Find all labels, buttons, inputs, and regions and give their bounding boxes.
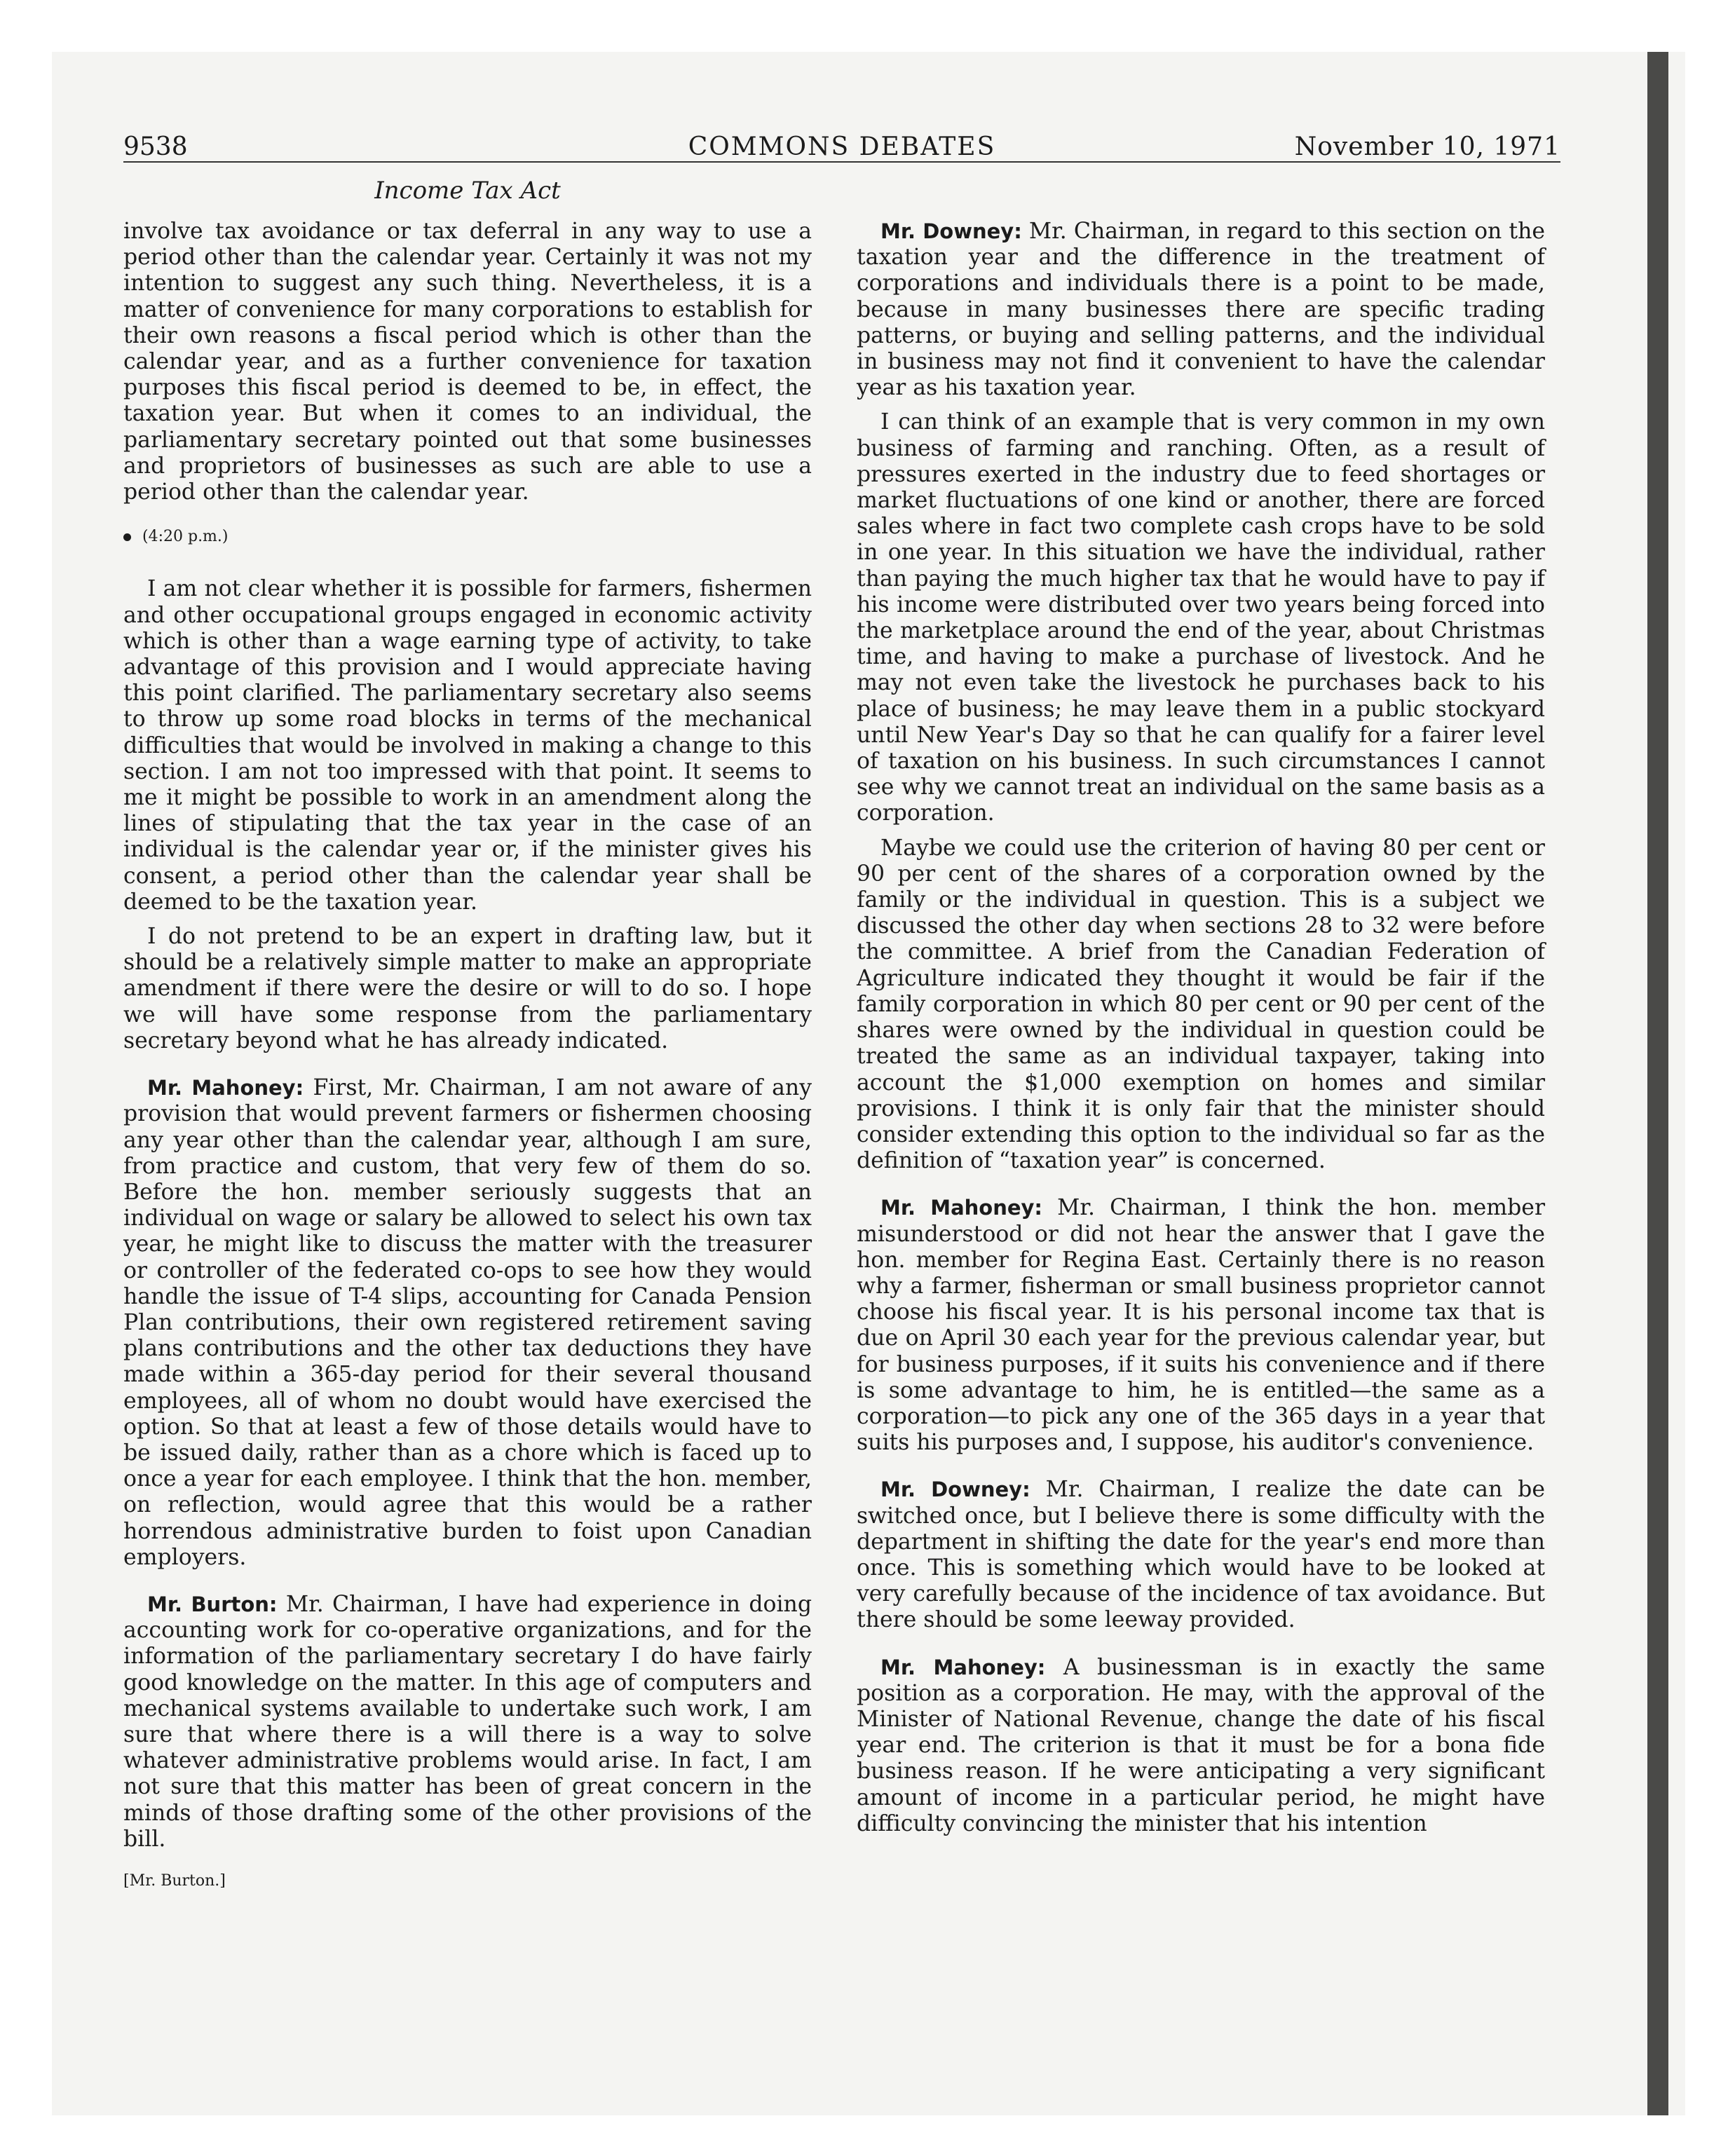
paragraph: Maybe we could use the criterion of having 80 per cent or 90 per cent of the shares of a corporation owned by the family or the individual in question. This is a subject we discussed the other day when sections 28 to 32 were before the committee. A brief from the Canadian Federation of Agriculture indicated they thought it would be fair if the family corporation in which 80 per cent or 90 per cent of the shares were owned by the individual in question could be treated the same as an individual taxpayer, taking into account the $1,000 exemption on homes and similar provisions. I think it is only fair that the minister should consider extending this option to the individual so far as the definition of “taxation year” is concerned.	[857, 835, 1545, 1174]
page-header	[123, 133, 1560, 163]
paragraph: involve tax avoidance or tax deferral in any way to use a period other than the calendar year. Certainly it was not my intention to suggest any such thing. Nevertheless, it is a matter of convenience for many corporations to establish for their own reasons a fiscal period which is other than the calendar year, and as a further convenience for taxation purposes this fiscal period is deemed to be, in effect, the taxation year. But when it comes to an individual, the parliamentary secretary pointed out that some businesses and proprietors of businesses as such are able to use a period other than the calendar year.	[123, 219, 812, 505]
speaker-name: Mr. Burton:	[147, 1592, 278, 1616]
speech	[857, 1477, 1545, 1633]
scan-dark-edge	[1647, 52, 1668, 2115]
page-number: 9538	[123, 132, 188, 161]
speaker-name: Mr. Mahoney:	[147, 1076, 304, 1100]
speech	[857, 1655, 1545, 1837]
issue-date: November 10, 1971	[1294, 132, 1560, 161]
speaker-attribution: [Mr. Burton.]	[123, 1871, 226, 1890]
speaker-name: Mr. Mahoney:	[880, 1196, 1043, 1220]
bullet-icon	[123, 533, 131, 541]
speech	[857, 219, 1545, 401]
time-stamp	[123, 524, 812, 550]
left-column	[123, 219, 812, 1894]
speaker-name: Mr. Downey:	[880, 219, 1022, 243]
speech-text: Mr. Chairman, I realize the date can be switched once, but I believe there is some difficulty with the department in shifting the date for the year's end more than once. This is something which would have to be looked at very carefully because of the incidence of tax avoidance. But there should be some leeway provided.	[857, 1477, 1545, 1633]
paragraph: I can think of an example that is very common in my own business of farming and ranching. Often, as a result of pressures exerted in the industry due to feed shortages or market fluctuations of one kind or another, there are forced sales where in fact two complete cash crops have to be sold in one year. In this situation we have the individual, rather than paying the much higher tax that he would have to pay if his income were distributed over two years being forced into the marketplace around the end of the year, about Christmas time, and having to make a purchase of livestock. And he may not even take the livestock he purchases back to his place of business; he may leave them in a public stockyard until New Year's Day so that he can qualify for a fairer level of taxation on his business. In such circumstances I cannot see why we cannot treat an individual on the same basis as a corporation.	[857, 409, 1545, 826]
speech-text: Mr. Chairman, I think the hon. member misunderstood or did not hear the answer that I gave the hon. member for Regina East. Certainly there is no reason why a farmer, fisherman or small business proprietor cannot choose his fiscal year. It is his personal income tax that is due on April 30 each year for the previous calendar year, but for business purposes, if it suits his convenience and if there is some advantage to him, he is entitled—the same as a corporation—to pick any one of the 365 days in a year that suits his purposes and, I suppose, his auditor's convenience.	[857, 1195, 1545, 1456]
paragraph: I do not pretend to be an expert in drafting law, but it should be a relatively simple matter to make an appropriate amendment if there were the desire or will to do so. I hope we will have some response from the parliamentary secretary beyond what he has already indicated.	[123, 924, 812, 1053]
speaker-name: Mr. Downey:	[880, 1478, 1030, 1502]
speech-text: First, Mr. Chairman, I am not aware of any provision that would prevent farmers or fishermen choosing any year other than the calendar year, although I am sure, from practice and custom, that very few of them do so. Before the hon. member seriously suggests that an individual on wage or salary be allowed to select his own tax year, he might like to discuss the matter with the treasurer or controller of the federated co-ops to see how they would handle the issue of T-4 slips, accounting for Canada Pension Plan contributions, their own registered retirement saving plans contributions and the other tax deductions they have made within a 365-day period for their several thousand employees, all of whom no doubt would have exercised the option. So that at least a few of those details would have to be issued daily, rather than as a chore which is faced up to once a year for each employee. I think that the hon. member, on reflection, would agree that this would be a rather horrendous administrative burden to foist upon Canadian employers.	[123, 1075, 812, 1570]
paragraph: I am not clear whether it is possible for farmers, fishermen and other occupational groups engaged in economic activity which is other than a wage earning type of activity, to take advantage of this provision and I would appreciate having this point clarified. The parliamentary secretary also seems to throw up some road blocks in terms of the mechanical difficulties that would be involved in making a change to this section. I am not too impressed with that point. It seems to me it might be possible to work in an amendment along the lines of stipulating that the tax year in the case of an individual is the calendar year or, if the minister gives his consent, a period other than the calendar year shall be deemed to be the taxation year.	[123, 576, 812, 915]
speech	[857, 1195, 1545, 1456]
speech	[123, 1592, 812, 1853]
speech-text: Mr. Chairman, in regard to this section on the taxation year and the difference in the treatment of corporations and individuals there is a point to be made, because in many businesses there are specific trading patterns, or buying and selling patterns, and the individual in business may not find it convenient to have the calendar year as his taxation year.	[857, 219, 1545, 401]
speech-text: A businessman is in exactly the same position as a corporation. He may, with the approval of the Minister of National Revenue, change the date of his fiscal year end. The criterion is that it must be for a bona fide business reason. If he were anticipating a very significant amount of income in a particular period, he might have difficulty convincing the minister that his intention	[857, 1654, 1546, 1836]
running-head: Income Tax Act	[374, 177, 561, 205]
journal-title: COMMONS DEBATES	[688, 132, 996, 161]
speech	[123, 1075, 812, 1571]
time-stamp-text: (4:20 p.m.)	[142, 528, 229, 546]
right-column	[857, 219, 1545, 1845]
speaker-name: Mr. Mahoney:	[880, 1655, 1046, 1679]
speech-text: Mr. Chairman, I have had experience in doing accounting work for co-operative organizations, and for the information of the parliamentary secretary I do have fairly good knowledge on the matter. In this age of computers and mechanical systems available to undertake such work, I am sure that where there is a will there is a way to solve whatever administrative problems would arise. In fact, I am not sure that this matter has been of great concern in the minds of those drafting some of the other provisions of the bill.	[123, 1591, 812, 1852]
